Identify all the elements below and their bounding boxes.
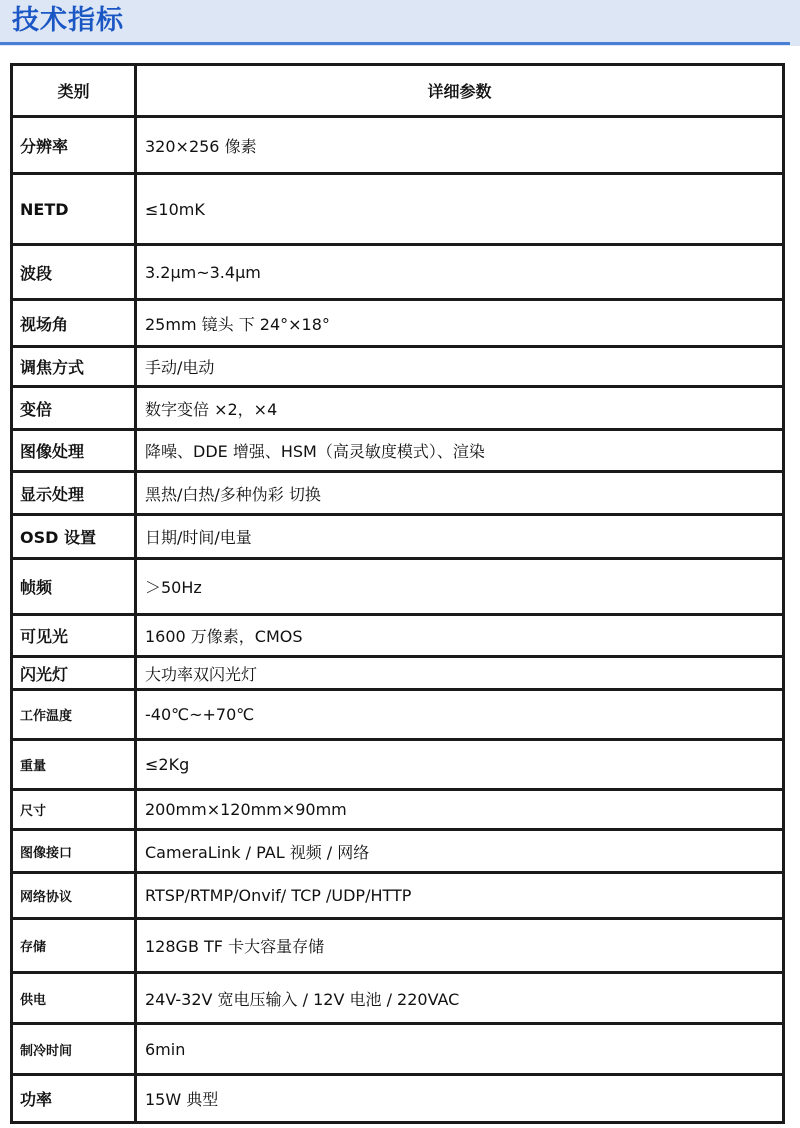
row-value: 24V-32V 宽电压输入 / 12V 电池 / 220VAC	[136, 973, 784, 1024]
row-category: 图像接口	[12, 830, 136, 873]
table-row	[12, 973, 784, 1024]
table-row	[12, 245, 784, 300]
row-category: 工作温度	[12, 690, 136, 740]
row-category: 供电	[12, 973, 136, 1024]
row-category: 波段	[12, 245, 136, 300]
row-category: 网络协议	[12, 873, 136, 919]
row-value: RTSP/RTMP/Onvif/ TCP /UDP/HTTP	[136, 873, 784, 919]
row-value: 25mm 镜头 下 24°×18°	[136, 300, 784, 347]
row-category: 帧频	[12, 559, 136, 615]
table-row	[12, 919, 784, 973]
row-category: 变倍	[12, 387, 136, 430]
column-header-category: 类别	[12, 65, 136, 117]
row-value: 320×256 像素	[136, 117, 784, 174]
table-row	[12, 430, 784, 472]
table-row	[12, 117, 784, 174]
row-value: 黑热/白热/多种伪彩 切换	[136, 472, 784, 515]
table-row	[12, 1024, 784, 1075]
table-row	[12, 740, 784, 790]
row-category: 调焦方式	[12, 347, 136, 387]
row-value: 降噪、DDE 增强、HSM（高灵敏度模式）、渲染	[136, 430, 784, 472]
row-value: 手动/电动	[136, 347, 784, 387]
row-value: 15W 典型	[136, 1075, 784, 1123]
row-value: ≤2Kg	[136, 740, 784, 790]
header-underline	[0, 42, 790, 45]
row-value: 200mm×120mm×90mm	[136, 790, 784, 830]
row-value: 3.2μm~3.4μm	[136, 245, 784, 300]
row-category: NETD	[12, 174, 136, 245]
table-row	[12, 559, 784, 615]
row-category: 分辨率	[12, 117, 136, 174]
row-value: ＞50Hz	[136, 559, 784, 615]
page-title: 技术指标	[12, 5, 124, 36]
table-row	[12, 515, 784, 559]
row-category: 可见光	[12, 615, 136, 657]
column-header-details: 详细参数	[136, 65, 784, 117]
row-value: 大功率双闪光灯	[136, 657, 784, 690]
table-row	[12, 830, 784, 873]
table-row	[12, 873, 784, 919]
row-value: 128GB TF 卡大容量存储	[136, 919, 784, 973]
row-category: 闪光灯	[12, 657, 136, 690]
row-value: -40℃~+70℃	[136, 690, 784, 740]
table-row	[12, 387, 784, 430]
row-category: 图像处理	[12, 430, 136, 472]
table-row	[12, 615, 784, 657]
table-row	[12, 1075, 784, 1123]
spec-table	[10, 63, 785, 1124]
table-row	[12, 174, 784, 245]
table-row	[12, 657, 784, 690]
row-value: 1600 万像素，CMOS	[136, 615, 784, 657]
table-row	[12, 300, 784, 347]
row-category: 存储	[12, 919, 136, 973]
row-category: 制冷时间	[12, 1024, 136, 1075]
table-row	[12, 347, 784, 387]
row-category: 尺寸	[12, 790, 136, 830]
table-header-row	[12, 65, 784, 117]
header-bar	[0, 0, 800, 46]
row-value: CameraLink / PAL 视频 / 网络	[136, 830, 784, 873]
row-value: ≤10mK	[136, 174, 784, 245]
row-value: 日期/时间/电量	[136, 515, 784, 559]
row-category: 功率	[12, 1075, 136, 1123]
row-category: 视场角	[12, 300, 136, 347]
table-row	[12, 790, 784, 830]
row-category: 显示处理	[12, 472, 136, 515]
row-value: 数字变倍 ×2，×4	[136, 387, 784, 430]
row-value: 6min	[136, 1024, 784, 1075]
row-category: OSD 设置	[12, 515, 136, 559]
table-row	[12, 472, 784, 515]
table-row	[12, 690, 784, 740]
row-category: 重量	[12, 740, 136, 790]
